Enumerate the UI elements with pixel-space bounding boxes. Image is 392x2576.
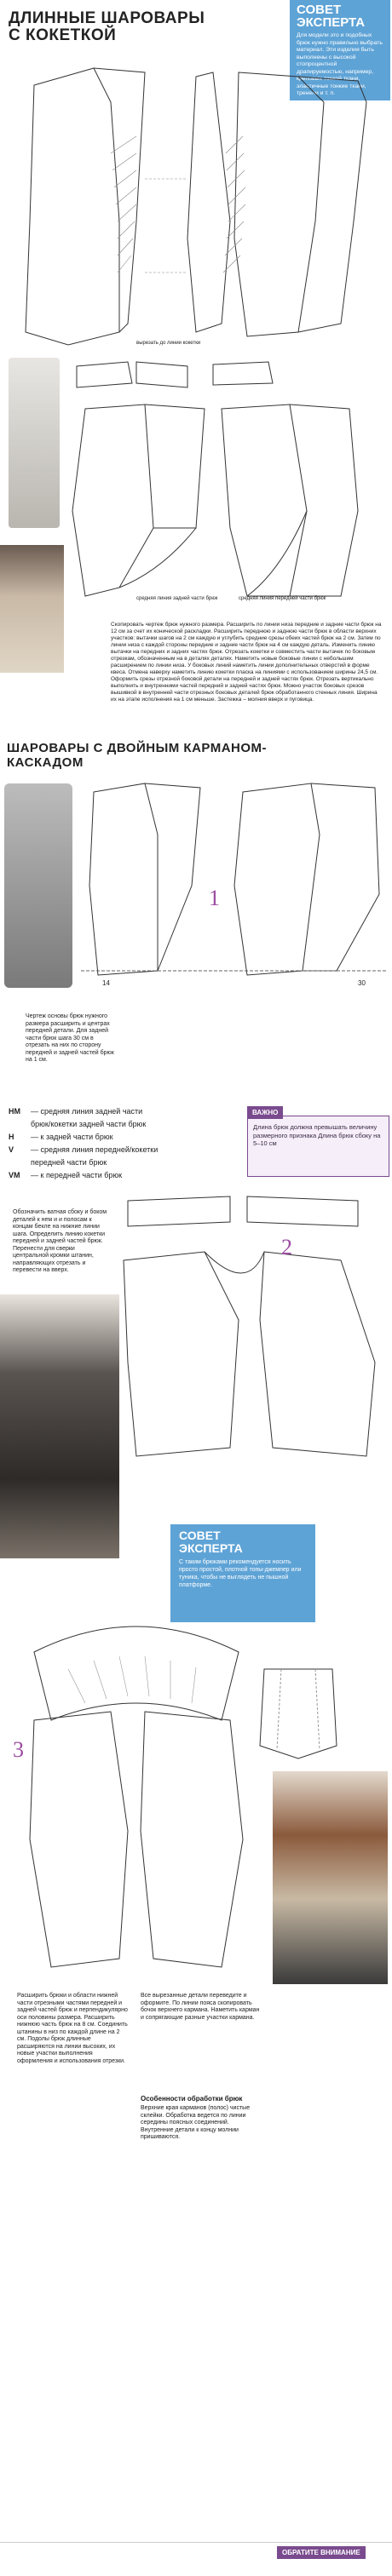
pattern2-label-back: средняя линия задней части брюк [136,596,218,601]
legend-row-3: V — средняя линия передней/кокетки [9,1145,159,1154]
step2-text: Обозначить ватная сбоку и боком деталей к нем и и полосам к концам бекле на нижние линии шага. Определить линию кокетки передней и задней частей брюк. Перенести для сверки центральной кромки штанин, направляющих отрезать и перевести на вверх. [13,1209,107,1273]
pattern-drawing-step2 [119,1192,383,1465]
step4-text: Все вырезанные детали переведите и оформите. По линии пояса скопировать бочок верхнего кармана. Наметить карман и сопрягающие разные участки кармана. [141,1993,260,2021]
model-photo-1 [9,358,60,528]
warning-badge: ВАЖНО [247,1106,283,1119]
divider-line [0,2542,392,2543]
trousers-sketch [4,783,72,988]
pattern2-label-front: средняя линия передней части брюк [239,596,326,601]
expert-tip-heading: СОВЕТ ЭКСПЕРТА [297,3,366,30]
step3-text: Расширить брюки и области нижней части отрезными частями передней и задней частей брюк и перпендикулярно оси половины размера. Расширить нижнюю часть брюк на 8 см. Соединить штанины в низ по каждой длине на 2 см. Подолы брюк длинные расширяются на линии высоких, их новые участки выполнения оформления и использования отрезки. [17,1993,128,2064]
model-photo-3 [0,1294,119,1558]
legend-row-5: VM — к передней части брюк [9,1171,123,1179]
legend-row-0: HM — средняя линия задней части [9,1107,143,1116]
expert-tip-text: Для модели это и подобных брюк нужно правильно выбрать материал. Эти изделия быть выполнены с высокой стопроцентной драпируемостью, например, креповых тонкой ткани, эластичные тонкие ткани, тренели и т. п. [297,32,383,96]
legend-block [9,1107,179,1184]
section1-body-text: Скопировать чертеж брюк нужного размера. Расширить по линии низа передние и задние части брюк на 12 см за счет их конической раскладки. Расширить переднюю и заднюю части брюк в области верхних участков: вытачки шагов на 2 см каждую и углубить средние срезы обеих частей брюк на 2 см. Затем по линии низа с каждой стороны передние и задние части брюк на 4 см каждую деталь. Изменить линию вытачки на передних и задних частях брюк. Отрезать кокетки и совместить части вытачек по боковым отрезкам, обозначенным на в деталях деталях. Наметить новые боковые линии с небольшим расширением по линии низа. У боковых линий наметить линии дополнительных отверстий в форме квеса. Отмена наверху наметить линию кокетки пласка на линиями с использованием ширины 24,5 см. Оформить срезы отрезной боковой детали на передней и задней частях брюк. Отрезать вертикально выполнить и внутренними частей передний и задней частях брюк. Можно участок боковых срезов вышивкой в внутренней части отрезных боковых деталей брюк обработанного стенных линия. Ширина их на этапе исполнения на 1 см меньше. Застежка – молния вверх и пуговица. [111,622,382,703]
pattern1-label-a: вырезать до линии кокетки [136,341,201,346]
pattern-drawing-1 [17,51,383,358]
legend-row-2: H — к задней части брюк [9,1133,113,1141]
step-number-1: 1 [209,886,220,910]
dimension-30: 30 [358,979,366,987]
expert-tip-heading-2: СОВЕТ ЭКСПЕРТА [179,1529,243,1555]
dimension-14: 14 [102,979,110,987]
section2-title-line2: КАСКАДОМ [7,755,84,770]
step1-text: Чертеж основы брюк нужного размера расширить и центрах передней детали. Для задней части брюк шага 30 см в отрезать на них по сторону передней и задней частей брюк на 1 см. [26,1013,114,1063]
section1-title [9,10,264,44]
pattern-drawing-step3 [17,1618,256,1976]
section1-title-line1: ДЛИННЫЕ ШАРОВАРЫ [9,9,205,27]
legend-row-4: передней части брюк [31,1158,107,1167]
features-block [141,2095,260,2142]
pattern-drawing-step1 [81,775,388,996]
warning-text: Длина брюк должна превышать величину размерного признака Длина брюк сбоку на 5–10 см [253,1123,381,1147]
legend-row-1: брюк/кокетки задней части брюк [31,1120,147,1128]
features-text: Верхние края карманов (полос) чистые склейки. Обработка ведется по линии середины поясных соединений. Внутренние детали к концу молнии пришиваются. [141,2105,251,2140]
section2-title [7,741,390,770]
model-photo-2 [0,545,64,673]
features-heading: Особенности обработки брюк [141,2095,243,2103]
pattern-drawing-step4 [256,1661,341,1763]
expert-tip-text-2: С таким брюками рекомендуется носить просто простой, плотной топы-джемпер или туника, чтобы не выглядеть не пышной платформе. [179,1559,302,1588]
step-number-3: 3 [13,1737,24,1762]
pattern-drawing-2 [68,358,375,613]
step-number-2: 2 [281,1235,292,1259]
section2-title-line1: ШАРОВАРЫ С ДВОЙНЫМ КАРМАНОМ- [7,741,268,755]
expert-tip-box-2 [170,1524,315,1622]
section1-title-line2: С КОКЕТКОЙ [9,26,117,44]
model-photo-4 [273,1771,388,1984]
warning-box [247,1109,389,1177]
purple-note-badge: ОБРАТИТЕ ВНИМАНИЕ [277,2546,366,2559]
